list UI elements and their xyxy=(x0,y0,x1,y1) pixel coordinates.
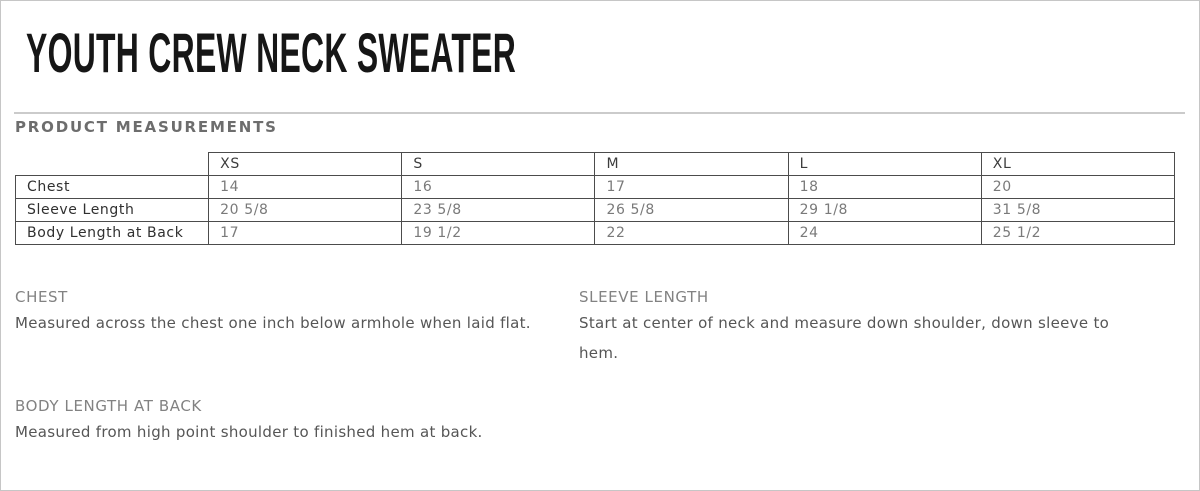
measurement-value: 25 1/2 xyxy=(981,222,1174,245)
measurement-value: 31 5/8 xyxy=(981,199,1174,222)
column-header-xl: XL xyxy=(981,153,1174,176)
measurement-value: 22 xyxy=(595,222,788,245)
definition-text: Measured from high point shoulder to finished hem at back. xyxy=(15,423,483,441)
column-header-s: S xyxy=(402,153,595,176)
measurement-value: 23 5/8 xyxy=(402,199,595,222)
definition-sleeve-length xyxy=(579,288,1124,368)
definition-text: Measured across the chest one inch below armhole when laid flat. xyxy=(15,314,531,332)
row-label: Sleeve Length xyxy=(16,199,209,222)
column-header-m: M xyxy=(595,153,788,176)
measurement-value: 20 5/8 xyxy=(209,199,402,222)
definition-text: Start at center of neck and measure down shoulder, down sleeve to hem. xyxy=(579,314,1110,362)
column-header-l: L xyxy=(788,153,981,176)
measurement-value: 19 1/2 xyxy=(402,222,595,245)
definition-heading: SLEEVE LENGTH xyxy=(579,288,709,306)
table-header-row xyxy=(16,153,1175,176)
measurements-table xyxy=(15,152,1175,245)
measurement-value: 17 xyxy=(209,222,402,245)
measurement-value: 18 xyxy=(788,176,981,199)
column-header-xs: XS xyxy=(209,153,402,176)
row-label: Body Length at Back xyxy=(16,222,209,245)
measurement-value: 26 5/8 xyxy=(595,199,788,222)
measurement-value: 29 1/8 xyxy=(788,199,981,222)
table-row-chest xyxy=(16,176,1175,199)
measurement-value: 24 xyxy=(788,222,981,245)
table-row-body-length-at-back xyxy=(16,222,1175,245)
blank-header-cell xyxy=(16,153,209,176)
page-title: YOUTH CREW NECK SWEATER xyxy=(26,21,517,84)
divider xyxy=(14,112,1185,114)
definition-chest xyxy=(15,288,563,338)
row-label: Chest xyxy=(16,176,209,199)
section-heading: PRODUCT MEASUREMENTS xyxy=(15,118,278,136)
measurement-value: 20 xyxy=(981,176,1174,199)
measurement-value: 16 xyxy=(402,176,595,199)
definition-heading: BODY LENGTH AT BACK xyxy=(15,397,202,415)
definition-heading: CHEST xyxy=(15,288,68,306)
table-row-sleeve-length xyxy=(16,199,1175,222)
measurement-value: 14 xyxy=(209,176,402,199)
measurement-value: 17 xyxy=(595,176,788,199)
definition-body-length-at-back xyxy=(15,397,635,447)
